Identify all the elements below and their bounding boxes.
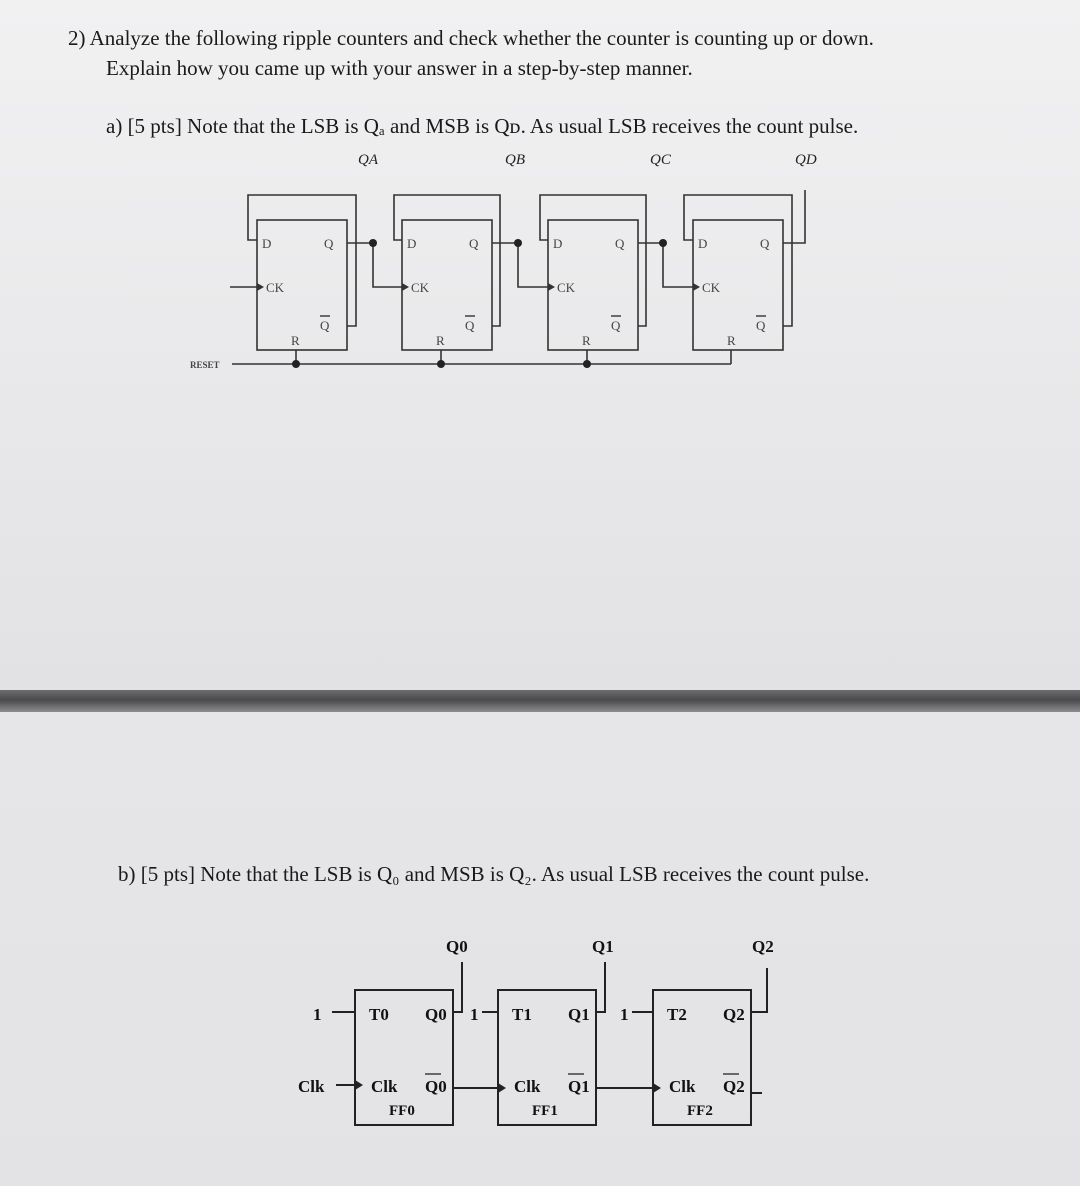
- dff-d-pin-label: D: [698, 236, 708, 251]
- qbar-pin-label-2: Q2: [723, 1077, 745, 1096]
- constant-one-1: 1: [470, 1005, 479, 1024]
- dff-q-pin-label: Q: [324, 236, 334, 251]
- dff-d-pin-label: D: [262, 236, 272, 251]
- dff-qbar-pin-label: Q: [756, 318, 766, 333]
- question-line-1: 2) Analyze the following ripple counters and check whether the counter is counting up or down.: [68, 26, 874, 50]
- dff-q-pin-label: Q: [760, 236, 770, 251]
- ff-name-2: FF2: [687, 1103, 713, 1119]
- t-input-label-2: T2: [667, 1005, 687, 1024]
- output-label-qa: QA: [358, 152, 378, 168]
- dff-qbar-pin-label: Q: [320, 318, 330, 333]
- clock-input-label: Clk: [298, 1077, 325, 1096]
- clk-pin-label-1: Clk: [514, 1077, 541, 1096]
- dff-ck-pin-label: CK: [411, 280, 430, 295]
- part-b-prompt: b) [5 pts] Note that the LSB is Q₀ and MSB is Q₂. As usual LSB receives the count pulse.: [118, 862, 870, 886]
- q-pin-label-2: Q2: [723, 1005, 745, 1024]
- ff-name-1: FF1: [532, 1103, 558, 1119]
- t-input-label-0: T0: [369, 1005, 389, 1024]
- output-label-qd: QD: [795, 152, 817, 168]
- dff-qbar-pin-label: Q: [465, 318, 475, 333]
- q-pin-label-1: Q1: [568, 1005, 590, 1024]
- output-label-q0: Q0: [446, 937, 468, 956]
- question-line-2: Explain how you came up with your answer in a step-by-step manner.: [106, 56, 693, 80]
- dff-qbar-pin-label: Q: [611, 318, 621, 333]
- output-label-qc: QC: [650, 152, 671, 168]
- dff-r-pin-label: R: [582, 333, 591, 348]
- dff-ck-pin-label: CK: [557, 280, 576, 295]
- part-a-prompt: a) [5 pts] Note that the LSB is Qₐ and MSB is Qᴅ. As usual LSB receives the count pulse.: [106, 114, 859, 138]
- dff-q-pin-label: Q: [469, 236, 479, 251]
- dff-d-pin-label: D: [553, 236, 563, 251]
- constant-one-2: 1: [620, 1005, 629, 1024]
- output-label-q1: Q1: [592, 937, 614, 956]
- output-label-qb: QB: [505, 152, 525, 168]
- clk-pin-label-0: Clk: [371, 1077, 398, 1096]
- dff-ck-pin-label: CK: [266, 280, 285, 295]
- t-input-label-1: T1: [512, 1005, 532, 1024]
- ff-name-0: FF0: [389, 1103, 415, 1119]
- qbar-pin-label-1: Q1: [568, 1077, 590, 1096]
- dff-ck-pin-label: CK: [702, 280, 721, 295]
- reset-label: RESET: [190, 360, 220, 370]
- dff-d-pin-label: D: [407, 236, 417, 251]
- dff-r-pin-label: R: [727, 333, 736, 348]
- clk-pin-label-2: Clk: [669, 1077, 696, 1096]
- q-pin-label-0: Q0: [425, 1005, 447, 1024]
- dff-r-pin-label: R: [291, 333, 300, 348]
- qbar-pin-label-0: Q0: [425, 1077, 447, 1096]
- dff-r-pin-label: R: [436, 333, 445, 348]
- constant-one-0: 1: [313, 1005, 322, 1024]
- dff-q-pin-label: Q: [615, 236, 625, 251]
- output-label-q2: Q2: [752, 937, 774, 956]
